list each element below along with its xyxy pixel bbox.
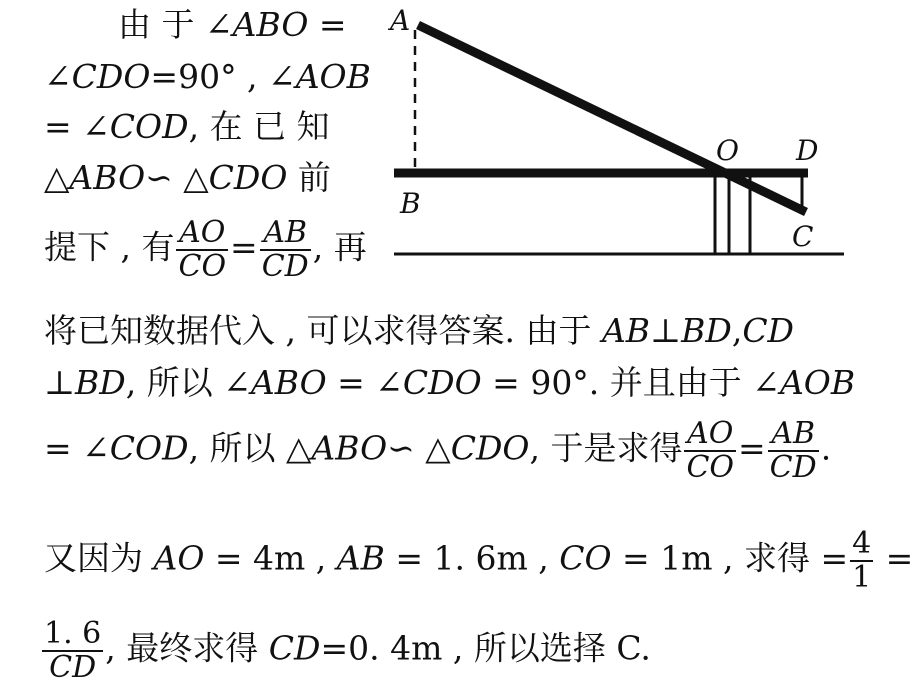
intro-line-4 xyxy=(44,158,331,197)
geometry-figure xyxy=(380,0,860,270)
text-span: , 所以 △ xyxy=(188,428,312,468)
math-span: CO xyxy=(559,538,612,578)
text-span: , 在 已 知 xyxy=(188,107,330,146)
math-span: CDO xyxy=(208,158,288,197)
fraction-numerator: 4 xyxy=(852,526,872,561)
fraction-4-1 xyxy=(850,528,873,593)
text-span: = xyxy=(738,428,766,468)
fraction-denominator: CO xyxy=(686,449,735,485)
fraction-1-6-cd xyxy=(42,618,103,683)
label-a: A xyxy=(390,4,411,37)
text-span: =90° , ∠ xyxy=(150,57,296,96)
fraction-numerator: AO xyxy=(176,217,228,251)
text-span: , 最终求得 xyxy=(105,628,269,668)
label-b: B xyxy=(400,187,421,220)
fraction-denominator: CO xyxy=(178,248,227,284)
text-span: = 1. 6m , xyxy=(384,538,560,578)
fraction-numerator: 1. 6 xyxy=(44,616,102,651)
math-span: COD xyxy=(109,107,189,146)
fraction-ab-cd xyxy=(260,217,311,282)
math-span: AB xyxy=(336,538,385,578)
math-span: CDO xyxy=(402,363,482,402)
fraction-ao-co xyxy=(176,217,228,282)
text-span: , xyxy=(731,311,743,350)
fraction-ab-cd xyxy=(768,418,819,483)
text-span: = ∠ xyxy=(44,428,110,468)
body-line-7 xyxy=(44,363,856,402)
intro-line-1 xyxy=(118,5,347,44)
text-span: ⊥ xyxy=(650,311,682,350)
intro-line-5 xyxy=(44,217,367,282)
text-span: = ∠ xyxy=(44,107,110,146)
fraction-numerator: AO xyxy=(684,418,736,452)
fraction-denominator: CD xyxy=(261,248,309,284)
math-span: ABO xyxy=(69,158,146,197)
text-span: 又因为 xyxy=(44,538,154,578)
text-span: = 90°. 并且由于 ∠ xyxy=(481,363,780,402)
text-span: =0. 4m , 所以选择 C. xyxy=(320,628,651,668)
math-span: BD xyxy=(75,363,126,402)
intro-line-3 xyxy=(44,107,330,146)
text-span: = xyxy=(308,5,347,44)
text-span: = xyxy=(230,227,258,267)
fraction-denominator: 1 xyxy=(852,559,872,595)
text-span: = xyxy=(875,538,913,578)
text-span: 前 xyxy=(287,158,331,197)
fraction-denominator: CD xyxy=(49,649,97,685)
math-span: CDO xyxy=(71,57,151,96)
text-span: , 再 xyxy=(312,227,367,267)
text-span: = ∠ xyxy=(326,363,403,402)
text-span: , 所以 ∠ xyxy=(125,363,251,402)
fraction-numerator: AB xyxy=(768,418,819,452)
fraction-numerator: AB xyxy=(260,217,311,251)
text-span: ∽ △ xyxy=(145,158,209,197)
math-span: BD xyxy=(681,311,732,350)
math-span: AOB xyxy=(295,57,371,96)
text-span: ∠ xyxy=(44,57,72,96)
text-span: ∽ △ xyxy=(387,428,451,468)
text-span: . xyxy=(820,428,832,468)
text-span: △ xyxy=(44,158,70,197)
line-ac xyxy=(418,25,806,212)
body-line-6 xyxy=(44,311,795,350)
math-span: AOB xyxy=(779,363,856,402)
math-span: ABO xyxy=(311,428,388,468)
text-span: 将已知数据代入 , 可以求得答案. 由于 xyxy=(44,311,602,350)
math-span: CD xyxy=(742,311,795,350)
fraction-denominator: CD xyxy=(769,449,817,485)
label-d: D xyxy=(796,134,819,167)
text-span: = 4m , xyxy=(204,538,337,578)
body-line-8 xyxy=(44,418,831,483)
math-span: ABO xyxy=(250,363,327,402)
body-line-9 xyxy=(44,528,913,593)
text-span: 提下 , 有 xyxy=(44,227,175,267)
body-line-10 xyxy=(40,618,651,683)
fraction-ao-co xyxy=(684,418,736,483)
text-span: ⊥ xyxy=(44,363,76,402)
intro-line-2 xyxy=(44,57,371,96)
text-span: 由 于 ∠ xyxy=(118,5,233,44)
math-span: AO xyxy=(153,538,205,578)
math-span: AB xyxy=(601,311,651,350)
label-o: O xyxy=(716,134,739,167)
text-span: = 1m , 求得 = xyxy=(611,538,849,578)
math-span: ABO xyxy=(232,5,309,44)
math-span: COD xyxy=(109,428,189,468)
math-span: CDO xyxy=(450,428,530,468)
text-span: , 于是求得 xyxy=(529,428,683,468)
math-span: CD xyxy=(268,628,321,668)
label-c: C xyxy=(792,220,814,253)
